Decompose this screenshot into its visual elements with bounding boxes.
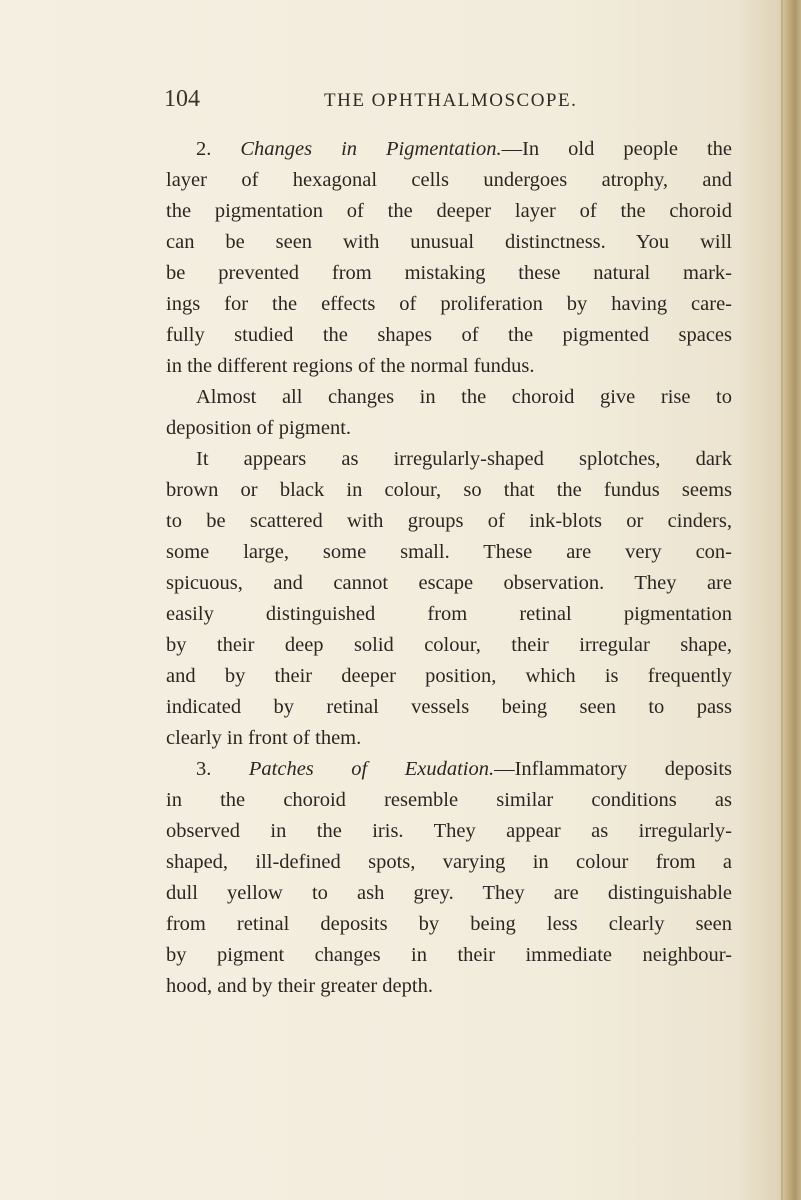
text-line: in the choroid resemble similar conditions as [166,789,732,811]
text-line: observed in the iris. They appear as irregularly- [166,820,732,842]
section-heading: Patches of Exudation. [248,758,495,780]
running-head: THE OPHTHALMOSCOPE. [324,90,578,111]
text-line: clearly in front of them. [166,727,362,749]
text-line: fully studied the shapes of the pigmented spaces [166,324,732,346]
text-line: be prevented from mistaking these natural mark- [166,262,732,284]
text-line [166,134,732,165]
text-line: to be scattered with groups of ink-blots or cinders, [166,510,732,532]
text-line: can be seen with unusual distinctness. You will [166,231,732,253]
text-line: easily distinguished from retinal pigmentation [166,603,732,625]
text-line: layer of hexagonal cells undergoes atrophy, and [166,169,732,191]
page-gutter-line [781,0,783,1200]
text-line: by pigment changes in their immediate neighbour- [166,944,732,966]
text-line: It appears as irregularly-shaped splotches, dark [196,448,732,470]
text-line: hood, and by their greater depth. [166,975,433,997]
text-line: the pigmentation of the deeper layer of the choroid [166,200,732,222]
section-number: 3. [196,758,249,780]
text-line: deposition of pigment. [166,417,352,439]
body-text [166,134,732,1002]
section-heading: Changes in Pigmentation. [240,138,502,160]
text-line: and by their deeper position, which is frequently [166,665,732,687]
text-line: shaped, ill-defined spots, varying in colour from a [166,851,732,873]
page-header [164,86,724,118]
page-number: 104 [164,86,200,112]
text-line: brown or black in colour, so that the fundus seems [166,479,732,501]
text-line: spicuous, and cannot escape observation. They are [166,572,732,594]
text-line: from retinal deposits by being less clearly seen [166,913,732,935]
text-line: by their deep solid colour, their irregular shape, [166,634,732,656]
text-line: Almost all changes in the choroid give rise to [196,386,732,408]
text-line: ings for the effects of proliferation by having care- [166,293,732,315]
text-line: dull yellow to ash grey. They are distinguishable [166,882,732,904]
text-line: in the different regions of the normal fundus. [166,355,535,377]
section-number: 2. [196,138,241,160]
page-edge-shadow [781,0,801,1200]
text-line: indicated by retinal vessels being seen to pass [166,696,732,718]
line-text: —In old people the [501,138,733,160]
line-text: —Inflammatory deposits [494,758,732,780]
text-line [166,754,732,785]
text-line: some large, some small. These are very con- [166,541,732,563]
